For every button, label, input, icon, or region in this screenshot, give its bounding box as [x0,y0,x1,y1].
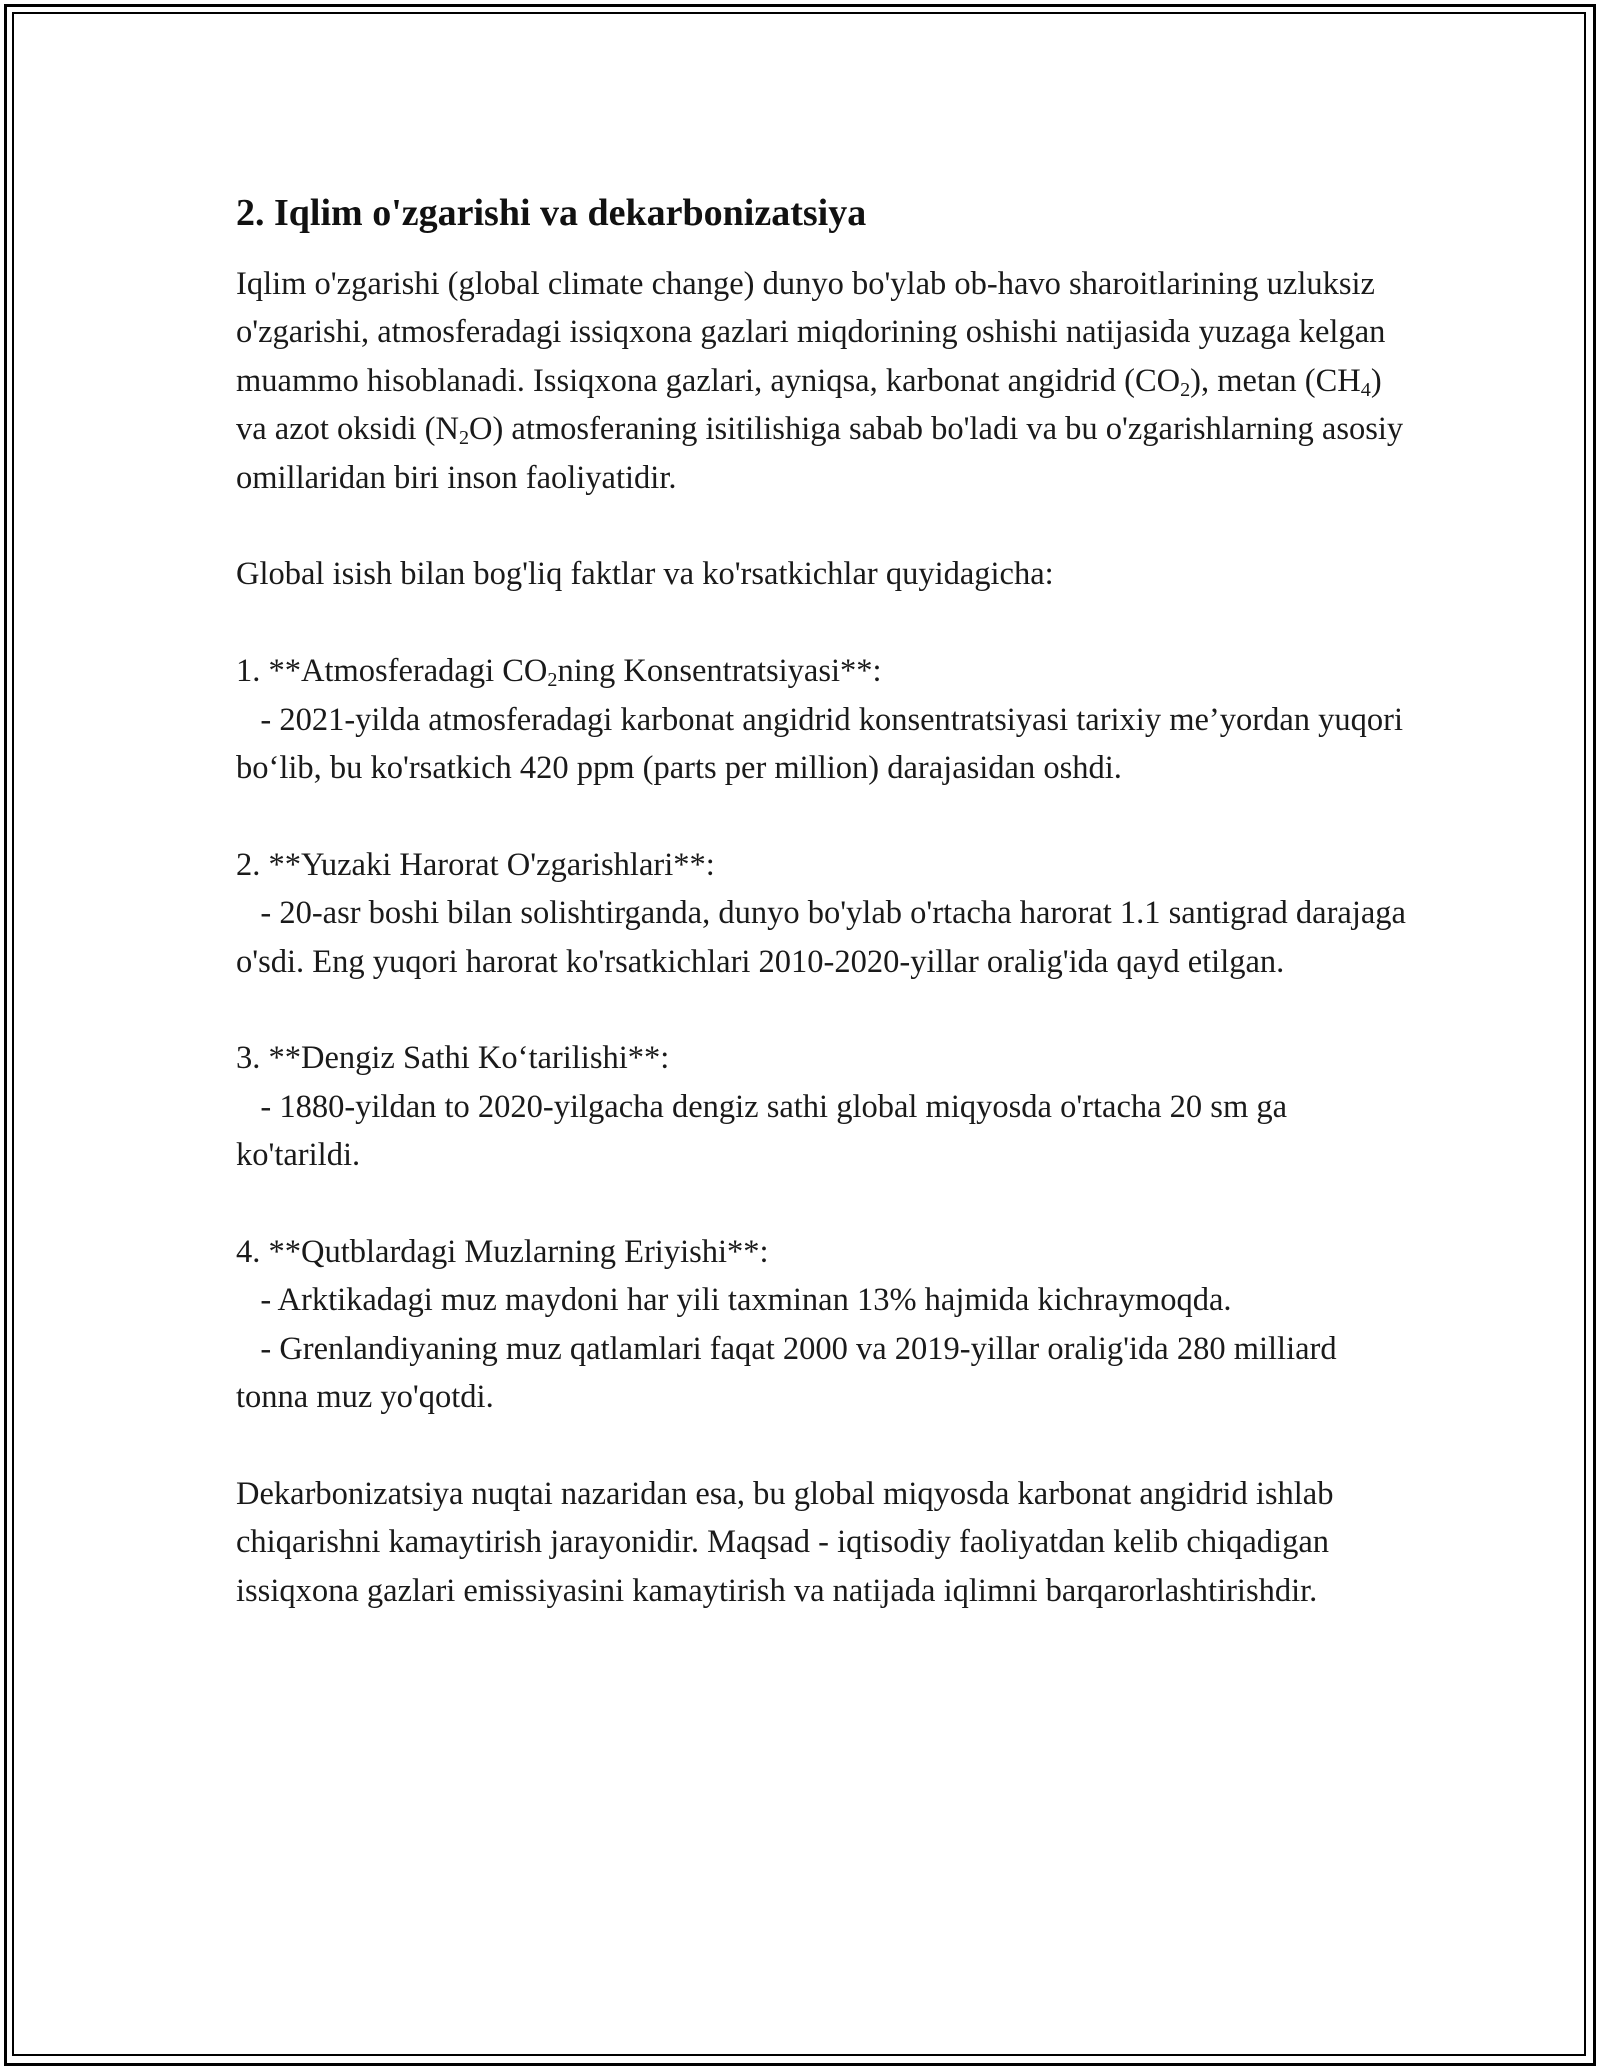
n2o-subscript: 2 [458,427,470,450]
fact-title-1-b: ning Konsentratsiyasi**: [557,653,882,690]
fact-title-1-subscript: 2 [547,669,558,692]
fact-bullet-3-1: - 1880-yildan to 2020-yilgacha dengiz sathi global miqyosda o'rtacha 20 sm ga ko'tarildi. [236,1088,1288,1174]
intro-paragraph [236,260,1416,502]
fact-title-3: 3. **Dengiz Sathi Ko‘tarilishi**: [236,1040,670,1077]
fact-bullet-1-1: - 2021-yilda atmosferadagi karbonat angidrid konsentratsiyasi tarixiy me’yordan yuqori bo‘lib, bu ko'rsatkich 420 ppm (parts per million) darajasidan oshdi. [236,701,1403,787]
intro-text-3: ) va azot oksidi (N [236,362,1382,448]
document-body [236,188,1416,1615]
fact-title-2: 2. **Yuzaki Harorat O'zgarishlari**: [236,846,715,883]
intro-text-1: Iqlim o'zgarishi (global climate change) dunyo bo'ylab ob-havo sharoitlarining uzluksiz o'zgarishi, atmosferadagi issiqxona gazlari miqdorining oshishi natijasida yuzaga kelgan muammo hisoblanadi. Issiqxona gazlari, ayniqsa, karbonat angidrid (CO [236,266,1386,399]
section-heading: 2. Iqlim o'zgarishi va dekarbonizatsiya [236,192,867,234]
fact-bullet-2-1: - 20-asr boshi bilan solishtirganda, dunyo bo'ylab o'rtacha harorat 1.1 santigrad darajaga o'sdi. Eng yuqori harorat ko'rsatkichlari 2010-2020-yillar oralig'ida qayd etilgan. [236,895,1406,980]
lead-paragraph: Global isish bilan bog'liq faktlar va ko'rsatkichlar quyidagicha: [236,556,1054,593]
ch4-subscript: 4 [1360,378,1371,401]
intro-text-4: O) atmosferaning isitilishiga sabab bo'ladi va bu o'zgarishlarning asosiy omillaridan biri inson faoliyatidir. [236,411,1404,496]
co2-subscript: 2 [1180,378,1191,401]
fact-title-4: 4. **Qutblardagi Muzlarning Eriyishi**: [236,1234,769,1271]
fact-title-1-a: 1. **Atmosferadagi CO [236,653,548,690]
fact-bullet-4-2: - Grenlandiyaning muz qatlamlari faqat 2000 va 2019-yillar oralig'ida 280 milliard tonna muz yo'qotdi. [236,1330,1337,1416]
intro-text-2: ), metan (CH [1190,362,1361,399]
fact-title-1 [236,647,1416,695]
closing-paragraph: Dekarbonizatsiya nuqtai nazaridan esa, bu global miqyosda karbonat angidrid ishlab chiqarishni kamaytirish jarayonidir. Maqsad - iqtisodiy faoliyatdan kelib chiqadigan issiqxona gazlari emissiyasini kamaytirish va natijada iqlimni barqarorlashtirishdir. [236,1476,1334,1609]
fact-bullet-4-1: - Arktikadagi muz maydoni har yili taxminan 13% hajmida kichraymoqda. [260,1282,1232,1319]
